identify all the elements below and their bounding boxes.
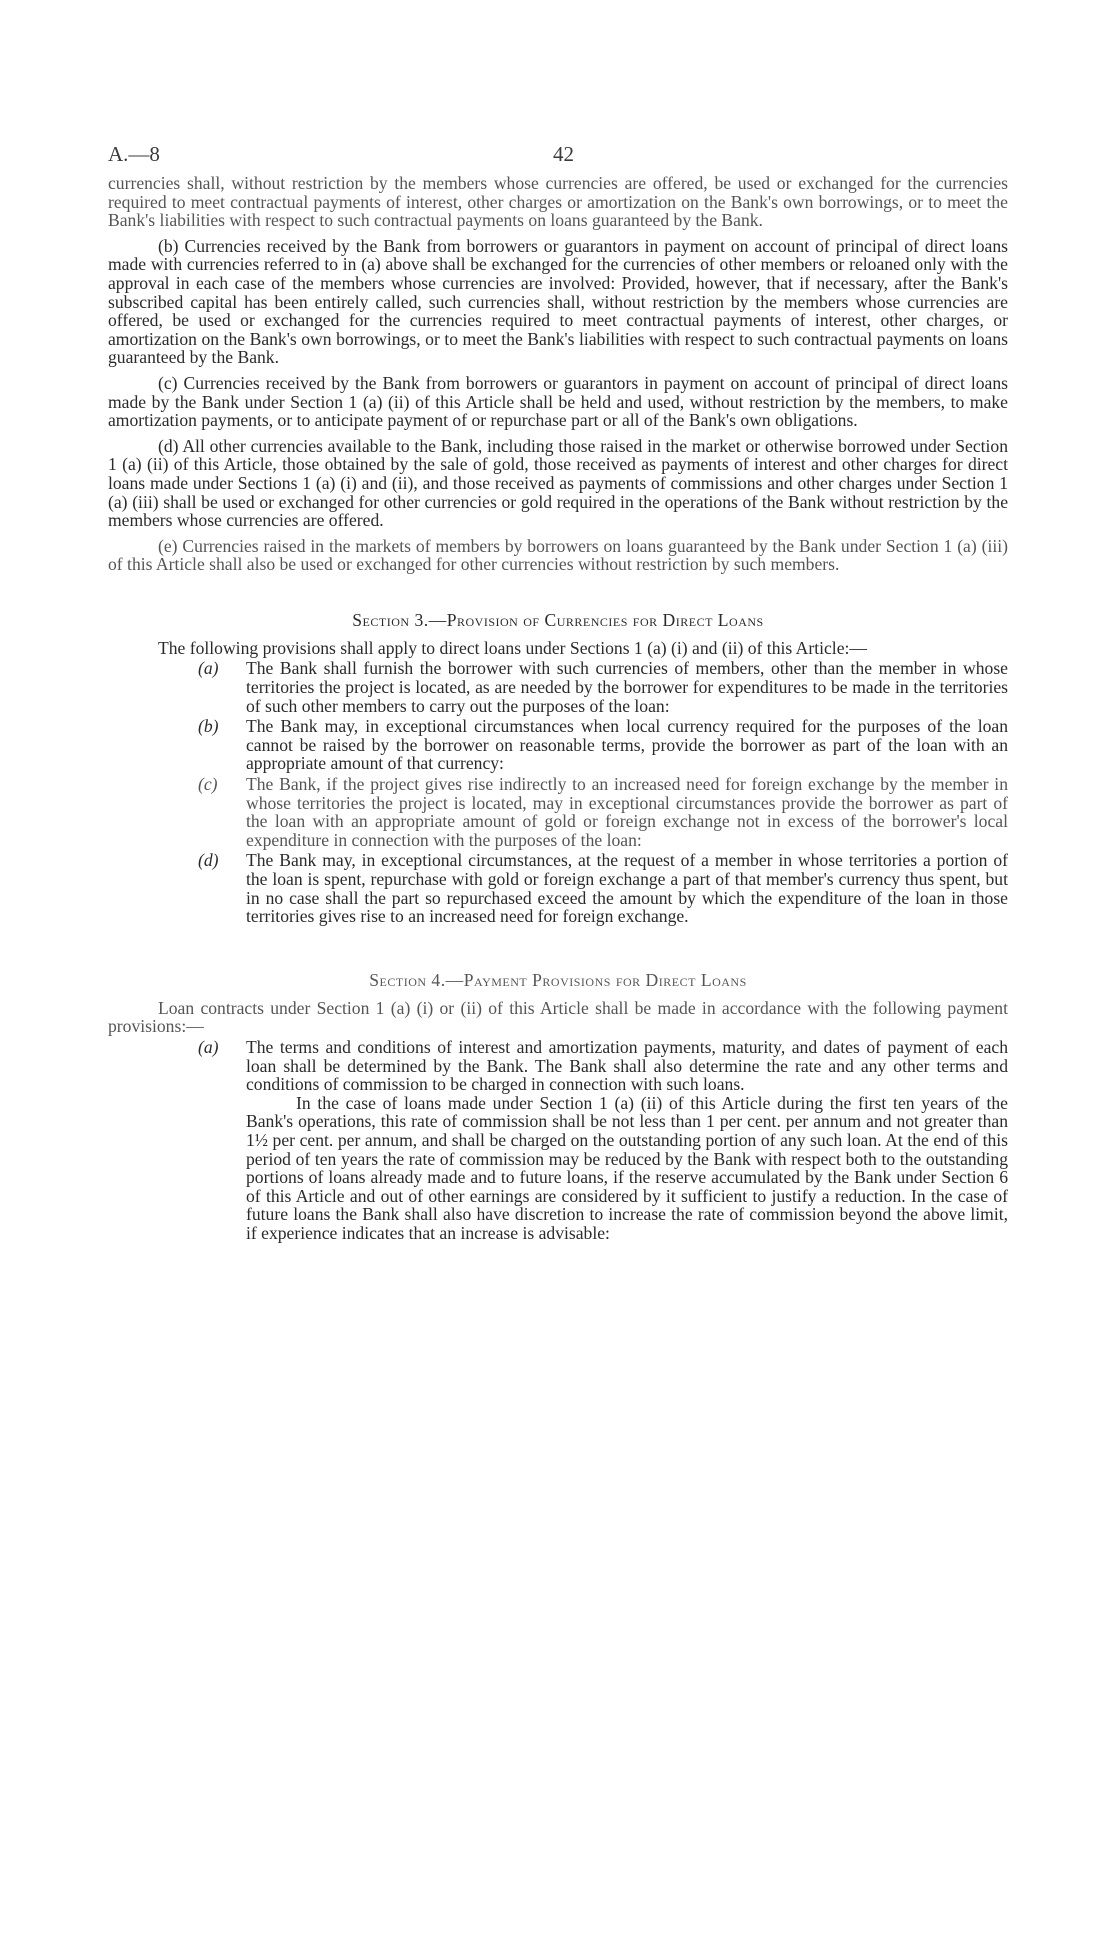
list-item-continuation: In the case of loans made under Section 1 (a) (ii) of this Article during the first ten years of the Bank's operations, this rate of commission shall be not less than 1 per cent. per annum and not greater than 1½ per cent. per annum, and shall be charged on the outstanding portion of any such loan. At the end of this period of ten years the rate of commission may be reduced by the Bank with respect both to the outstanding portions of loans already made and to future loans, if the reserve accumulated by the Bank under Section 6 of this Article and out of other earnings are considered by it sufficient to justify a reduction. In the case of future loans the Bank shall also have discretion to increase the rate of commission beyond the above limit, if experience indicates that an increase is advisable: [246,1092,1008,1243]
list-item-text: The Bank may, in exceptional circumstances when local currency required for the purposes of the loan cannot be raised by the borrower on reasonable terms, provide the borrower as part of the loan with an appropriate amount of that currency: [246,716,1008,774]
document-id: A.—8 [108,142,160,166]
page-header [108,142,1008,174]
list-item-text: The terms and conditions of interest and amortization payments, maturity, and dates of payment of each loan shall be determined by the Bank. The Bank shall also determine the rate and any other terms and conditions of commission to be charged in connection with such loans. [246,1036,1008,1095]
list-item-label: (b) [198,716,219,737]
list-item [198,717,1008,773]
section-4-heading: Section 4.—Payment Provisions for Direct Loans [369,969,747,990]
section-3-intro: The following provisions shall apply to direct loans under Sections 1 (a) (i) and (ii) of this Article:— [158,637,867,658]
list-item-text: The Bank shall furnish the borrower with such currencies of members, other than the member in whose territories the project is located, as are needed by the borrower for expenditures to be made in the territories of such other members to carry out the purposes of the loan: [246,658,1008,716]
list-item-text: The Bank, if the project gives rise indirectly to an increased need for foreign exchange by the member in whose territories the project is located, may in exceptional circumstances provide the borrower as part of the loan with an appropriate amount of gold or foreign exchange not in excess of the borrower's local expenditure in connection with the purposes of the loan: [246,774,1008,850]
list-item [198,775,1008,849]
paragraph-b: (b) Currencies received by the Bank from borrowers or guarantors in payment on account of principal of direct loans made with currencies referred to in (a) above shall be exchanged for the currencies of other members or reloaned only with the approval in each case of the members whose currencies are involved: Provided, however, that if necessary, after the Bank's subscribed capital has been entirely called, such currencies shall, without restriction by the members whose currencies are offered, be used or exchanged for the currencies required to meet contractual payments of interest, other charges, or amortization on the Bank's own borrowings, or to meet the Bank's liabilities with respect to such contractual payments on loans guaranteed by the Bank. [108,235,1008,368]
paragraph-e: (e) Currencies raised in the markets of members by borrowers on loans guaranteed by the Bank under Section 1 (a) (iii) of this Article shall also be used or exchanged for other currencies without restriction by such members. [108,535,1008,575]
section-3-heading: Section 3.—Provision of Currencies for Direct Loans [352,609,764,630]
paragraph-d: (d) All other currencies available to the Bank, including those raised in the market or otherwise borrowed under Section 1 (a) (ii) of this Article, those obtained by the sale of gold, those received as payments of interest and other charges for direct loans made under Sections 1 (a) (i) and (ii), and those received as payments of commissions and other charges under Section 1 (a) (iii) shall be used or exchanged for other currencies or gold required in the operations of the Bank without restriction by the members whose currencies are offered. [108,435,1008,531]
list-item-label: (a) [198,658,219,679]
paragraph-continuation: currencies shall, without restriction by the members whose currencies are offered, be used or exchanged for the currencies required to meet contractual payments of interest, other charges or amortization on the Bank's own borrowings, or to meet the Bank's liabilities with respect to such contractual payments on loans guaranteed by the Bank. [108,173,1008,231]
list-item-label: (c) [198,774,218,795]
section-4-intro: Loan contracts under Section 1 (a) (i) or (ii) of this Article shall be made in accordance with the following payment provisions:— [108,997,1008,1037]
section-3-list [198,659,1008,925]
section-4-list [198,1038,1008,1243]
list-item [198,659,1008,715]
list-item-label: (d) [198,850,219,871]
list-item-label: (a) [198,1036,219,1057]
list-item-body [246,1038,1008,1243]
list-item [198,851,1008,925]
list-item [198,1038,1008,1243]
paragraph-c: (c) Currencies received by the Bank from borrowers or guarantors in payment on account of principal of direct loans made by the Bank under Section 1 (a) (ii) of this Article shall be held and used, without restriction by the members, to make amortization payments, or to anticipate payment of or repurchase part or all of the Bank's own obligations. [108,372,1008,431]
page-number: 42 [553,142,574,166]
list-item-text: The Bank may, in exceptional circumstances, at the request of a member in whose territories a portion of the loan is spent, repurchase with gold or foreign exchange a part of that member's currency thus spent, but in no case shall the part so repurchased exceed the amount by which the expenditure of the loan in those territories gives rise to an increased need for foreign exchange. [246,850,1008,927]
document-page [108,142,1008,1243]
